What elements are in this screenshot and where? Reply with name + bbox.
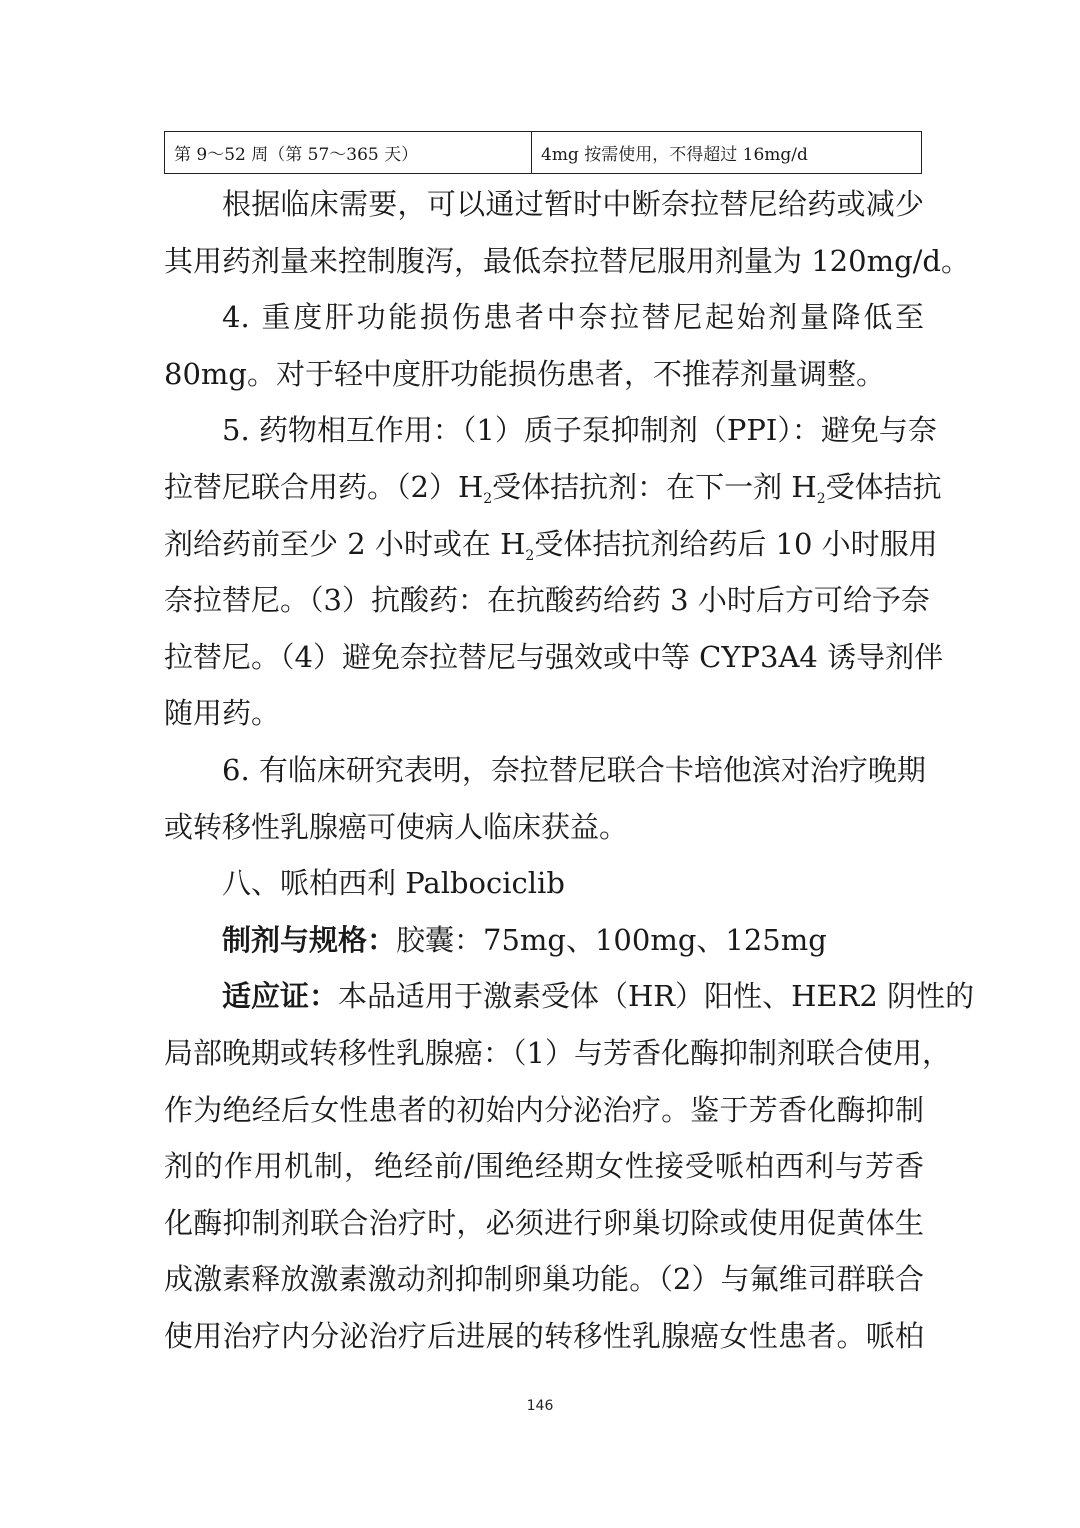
page-number: 146 — [526, 1398, 554, 1414]
paragraph-line — [164, 516, 938, 573]
paragraph-line: 拉替尼。（4）避免奈拉替尼与强效或中等 CYP3A4 诱导剂伴 — [164, 639, 944, 674]
paragraph-line: 随用药。 — [164, 696, 281, 731]
paragraph-line: 6. 有临床研究表明，奈拉替尼联合卡培他滨对治疗晚期 — [222, 752, 926, 787]
paragraph-line — [164, 912, 924, 969]
paragraph-line: 局部晚期或转移性乳腺癌：（1）与芳香化酶抑制剂联合使用， — [164, 1035, 951, 1070]
paragraph-line: 4. 重度肝功能损伤患者中奈拉替尼起始剂量降低至 — [222, 300, 924, 335]
text-run: 受体拮抗剂给药后 10 小时服用 — [534, 526, 938, 561]
table-cell-period: 第 9～52 周（第 57～365 天） — [165, 132, 532, 173]
subscript: 2 — [483, 490, 493, 507]
text-run: 胶囊：75mg、100mg、125mg — [396, 922, 827, 957]
paragraph-line: 剂的作用机制，绝经前/围绝经期女性接受哌柏西利与芳香 — [164, 1149, 924, 1184]
text-run: 拉替尼联合用药。（2）H — [164, 469, 484, 504]
dosage-table-row — [164, 131, 922, 174]
paragraph-line — [164, 968, 975, 1025]
text-run: 本品适用于激素受体（HR）阳性、HER2 阴性的 — [338, 979, 975, 1014]
text-run: 受体拮抗剂：在下一剂 H — [492, 469, 817, 504]
subscript: 2 — [816, 490, 826, 507]
paragraph-line: 80mg。对于轻中度肝功能损伤患者，不推荐剂量调整。 — [164, 356, 885, 391]
paragraph-line: 或转移性乳腺癌可使病人临床获益。 — [164, 809, 629, 844]
paragraph-line: 作为绝经后女性患者的初始内分泌治疗。鉴于芳香化酶抑制 — [164, 1092, 924, 1127]
paragraph-line: 成激素释放激素激动剂抑制卵巢功能。（2）与氟维司群联合 — [164, 1262, 924, 1297]
paragraph-line: 化酶抑制剂联合治疗时，必须进行卵巢切除或使用促黄体生 — [164, 1205, 924, 1240]
field-label: 适应证： — [222, 979, 339, 1014]
paragraph-line: 根据临床需要，可以通过暂时中断奈拉替尼给药或减少 — [222, 187, 924, 221]
paragraph-line: 使用治疗内分泌治疗后进展的转移性乳腺癌女性患者。哌柏 — [164, 1318, 924, 1353]
paragraph-line: 5. 药物相互作用：（1）质子泵抑制剂（PPI）：避免与奈 — [222, 413, 937, 448]
text-run: 受体拮抗 — [825, 469, 942, 504]
paragraph-line — [164, 459, 942, 516]
paragraph-line: 奈拉替尼。（3）抗酸药：在抗酸药给药 3 小时后方可给予奈 — [164, 583, 930, 618]
subscript: 2 — [525, 547, 535, 564]
paragraph-line: 其用药剂量来控制腹泻，最低奈拉替尼服用剂量为 120mg/d。 — [164, 243, 970, 278]
section-heading: 八、哌柏西利 Palbociclib — [222, 866, 565, 901]
text-run: 剂给药前至少 2 小时或在 H — [164, 526, 526, 561]
table-cell-dose: 4mg 按需使用，不得超过 16mg/d — [541, 145, 808, 165]
document-body — [164, 176, 975, 1364]
field-label: 制剂与规格： — [222, 922, 397, 957]
